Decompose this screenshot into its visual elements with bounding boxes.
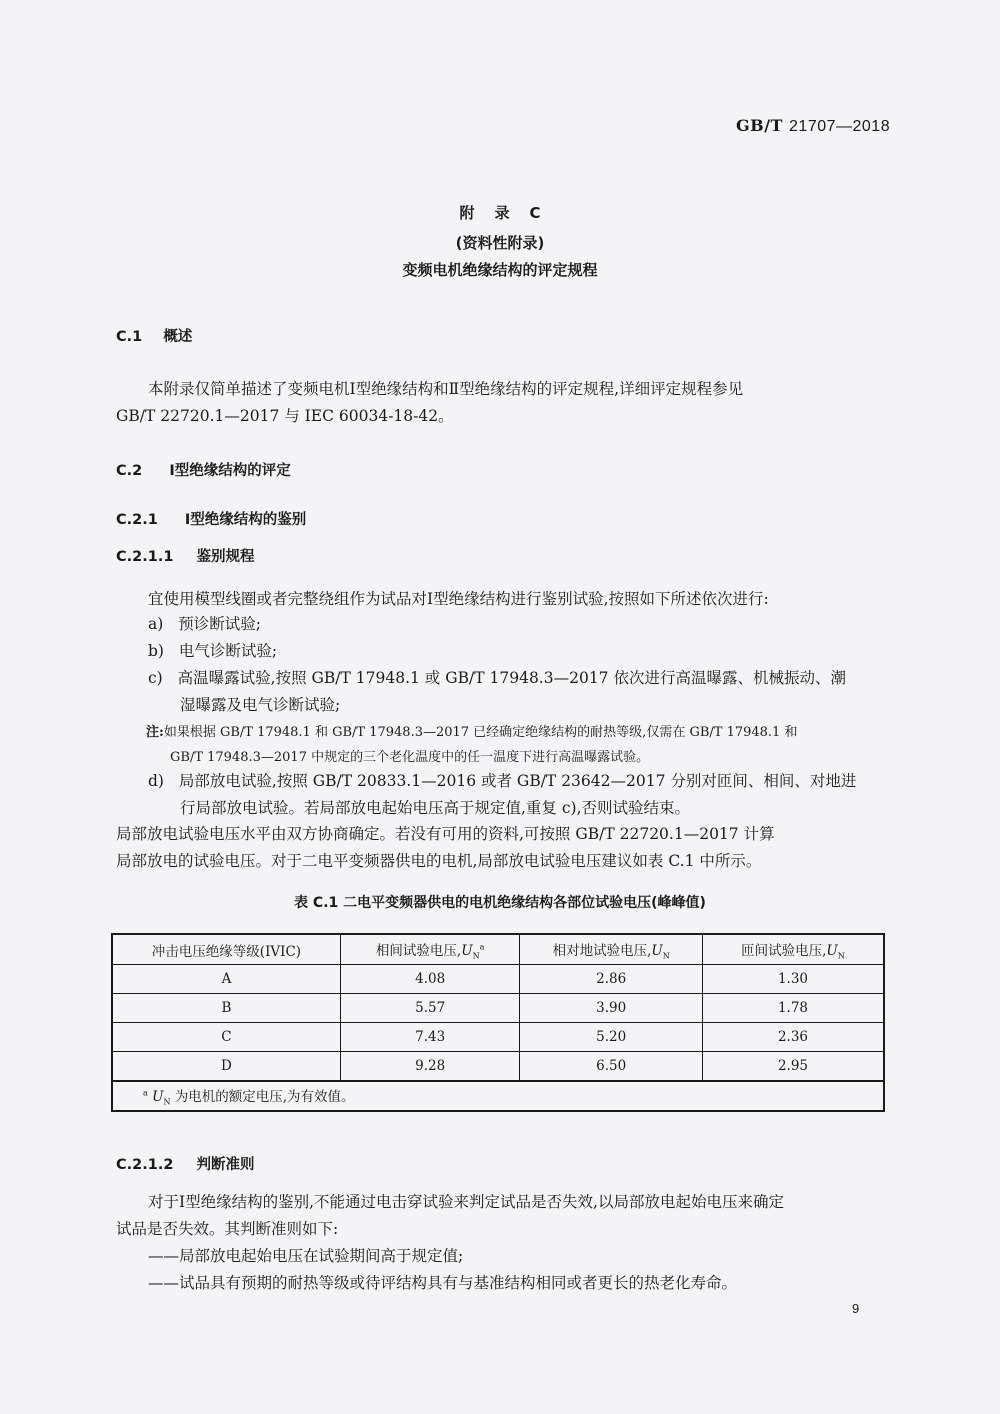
appendix-type: (资料性附录) <box>455 234 545 252</box>
section-number: C.2 <box>116 463 143 479</box>
list-item-d <box>148 768 856 795</box>
table-cell: B <box>112 994 340 1023</box>
section-heading-c1 <box>116 325 192 346</box>
c211-intro: 宜使用模型线圈或者完整绕组作为试品对Ⅰ型绝缘结构进行鉴别试验,按照如下所述依次进行: <box>148 590 769 608</box>
standard-year: 21707—2018 <box>789 118 891 135</box>
section-title: 判断准则 <box>196 1157 255 1173</box>
table-cell: 2.95 <box>702 1052 884 1082</box>
section-title: Ⅰ型绝缘结构的评定 <box>169 463 291 479</box>
list-text: 高温曝露试验,按照 GB/T 17948.1 或 GB/T 17948.3—2017 依次进行高温曝露、机械振动、潮 <box>177 669 846 687</box>
c1-paragraph-line2: GB/T 22720.1—2017 与 IEC 60034-18-42。 <box>116 407 454 425</box>
header-subscript: N <box>472 951 480 961</box>
standard-number <box>736 116 890 136</box>
list-item-c <box>148 665 846 692</box>
table-cell: 7.43 <box>340 1023 520 1052</box>
c211-para2-line2: 局部放电的试验电压。对于二电平变频器供电的电机,局部放电试验电压建议如表 C.1 中所示。 <box>116 852 762 870</box>
section-number: C.2.1 <box>116 512 158 528</box>
table-row <box>112 994 884 1023</box>
c212-paragraph-line2: 试品是否失效。其判断准则如下: <box>116 1220 339 1238</box>
footnote-subscript: N <box>163 1097 171 1107</box>
section-heading-c211 <box>116 545 255 566</box>
list-item-d-line2: 行局部放电试验。若局部放电起始电压高于规定值,重复 c),否则试验结束。 <box>180 799 691 817</box>
table-cell: C <box>112 1023 340 1052</box>
note-line2: GB/T 17948.3—2017 中规定的三个老化温度中的任一温度下进行高温曝露试验。 <box>170 750 650 765</box>
header-text: 匝间试验电压, <box>741 942 827 959</box>
table-header-row <box>112 934 884 965</box>
table-cell: 2.36 <box>702 1023 884 1052</box>
table-header-cell <box>520 934 703 965</box>
list-marker: c) <box>148 669 163 687</box>
table-cell: D <box>112 1052 340 1082</box>
header-text: 相对地试验电压, <box>552 942 652 959</box>
note-label: 注: <box>146 725 164 740</box>
section-title: 概述 <box>163 329 193 345</box>
header-text: 冲击电压绝缘等级(IVIC) <box>151 943 302 960</box>
appendix-label <box>0 202 1000 223</box>
header-subscript: N <box>837 951 845 961</box>
criteria-item: ——局部放电起始电压在试验期间高于规定值; <box>148 1247 464 1265</box>
appendix-title: 变频电机绝缘结构的评定规程 <box>402 261 598 279</box>
section-heading-c2 <box>116 459 291 480</box>
test-voltage-table <box>111 933 885 1112</box>
table-row <box>112 965 884 994</box>
section-title: Ⅰ型绝缘结构的鉴别 <box>184 512 307 528</box>
section-number: C.2.1.1 <box>116 549 174 565</box>
criteria-item: ——试品具有预期的耐热等级或待评结构具有与基准结构相同或者更长的热老化寿命。 <box>148 1274 738 1292</box>
c1-paragraph-line1: 本附录仅简单描述了变频电机Ⅰ型绝缘结构和Ⅱ型绝缘结构的评定规程,详细评定规程参见 <box>148 380 744 398</box>
note <box>146 721 797 740</box>
table-cell: 1.30 <box>702 965 884 994</box>
table-row <box>112 1023 884 1052</box>
table-footnote-row <box>112 1081 884 1111</box>
list-item-b <box>148 638 277 665</box>
standard-code: GB/T <box>736 116 783 135</box>
table-cell: 1.78 <box>702 994 884 1023</box>
page-number: 9 <box>852 1301 860 1316</box>
table-cell: 2.86 <box>520 965 703 994</box>
header-subscript: N <box>662 951 670 961</box>
list-text: 预诊断试验; <box>178 615 261 633</box>
list-item-a <box>148 611 261 638</box>
note-line1: 如果根据 GB/T 17948.1 和 GB/T 17948.3—2017 已经确定绝缘结构的耐热等级,仅需在 GB/T 17948.1 和 <box>163 725 798 740</box>
table-header-cell <box>340 934 520 965</box>
header-text: 相间试验电压, <box>375 942 462 959</box>
table-cell: A <box>112 965 340 994</box>
section-heading-c212 <box>116 1153 255 1174</box>
appendix-label-part: 附 <box>459 204 475 222</box>
table-cell: 9.28 <box>340 1052 520 1082</box>
header-symbol: U <box>651 942 663 959</box>
table-cell: 4.08 <box>340 965 520 994</box>
table-header-cell <box>702 934 884 965</box>
header-symbol: U <box>461 942 473 959</box>
table-cell: 5.20 <box>520 1023 703 1052</box>
list-item-c-line2: 湿曝露及电气诊断试验; <box>180 696 341 714</box>
table-caption: 表 C.1 二电平变频器供电的电机绝缘结构各部位试验电压(峰峰值) <box>294 895 706 911</box>
c211-para2-line1-text: 局部放电试验电压水平由双方协商确定。若没有可用的资料,可按照 GB/T 22720.1—2017 计算 <box>116 825 775 843</box>
header-symbol: U <box>826 942 838 959</box>
footnote-symbol: U <box>152 1089 164 1106</box>
footnote-mark: a <box>143 1088 148 1098</box>
section-number: C.1 <box>116 329 143 345</box>
c211-para2-line1 <box>116 821 775 848</box>
header-footnote-mark: a <box>479 942 485 952</box>
table-cell: 6.50 <box>520 1052 703 1082</box>
list-text: 电气诊断试验; <box>178 642 278 660</box>
table-header-cell <box>112 934 340 965</box>
table-footnote <box>112 1081 884 1111</box>
table-row <box>112 1052 884 1082</box>
list-marker: d) <box>148 772 164 790</box>
list-text: 局部放电试验,按照 GB/T 20833.1—2016 或者 GB/T 23642—2017 分别对匝间、相间、对地进 <box>178 772 857 790</box>
appendix-label-part: C <box>529 204 541 222</box>
table-cell: 3.90 <box>520 994 703 1023</box>
section-number: C.2.1.2 <box>116 1157 174 1173</box>
footnote-text: 为电机的额定电压,为有效值。 <box>170 1089 355 1106</box>
section-heading-c21 <box>116 508 306 529</box>
c212-paragraph-line1: 对于Ⅰ型绝缘结构的鉴别,不能通过电击穿试验来判定试品是否失效,以局部放电起始电压来确定 <box>148 1193 784 1211</box>
list-marker: b) <box>148 642 164 660</box>
appendix-label-part: 录 <box>494 204 510 222</box>
list-marker: a) <box>148 615 164 633</box>
section-title: 鉴别规程 <box>196 549 255 565</box>
table-cell: 5.57 <box>340 994 520 1023</box>
